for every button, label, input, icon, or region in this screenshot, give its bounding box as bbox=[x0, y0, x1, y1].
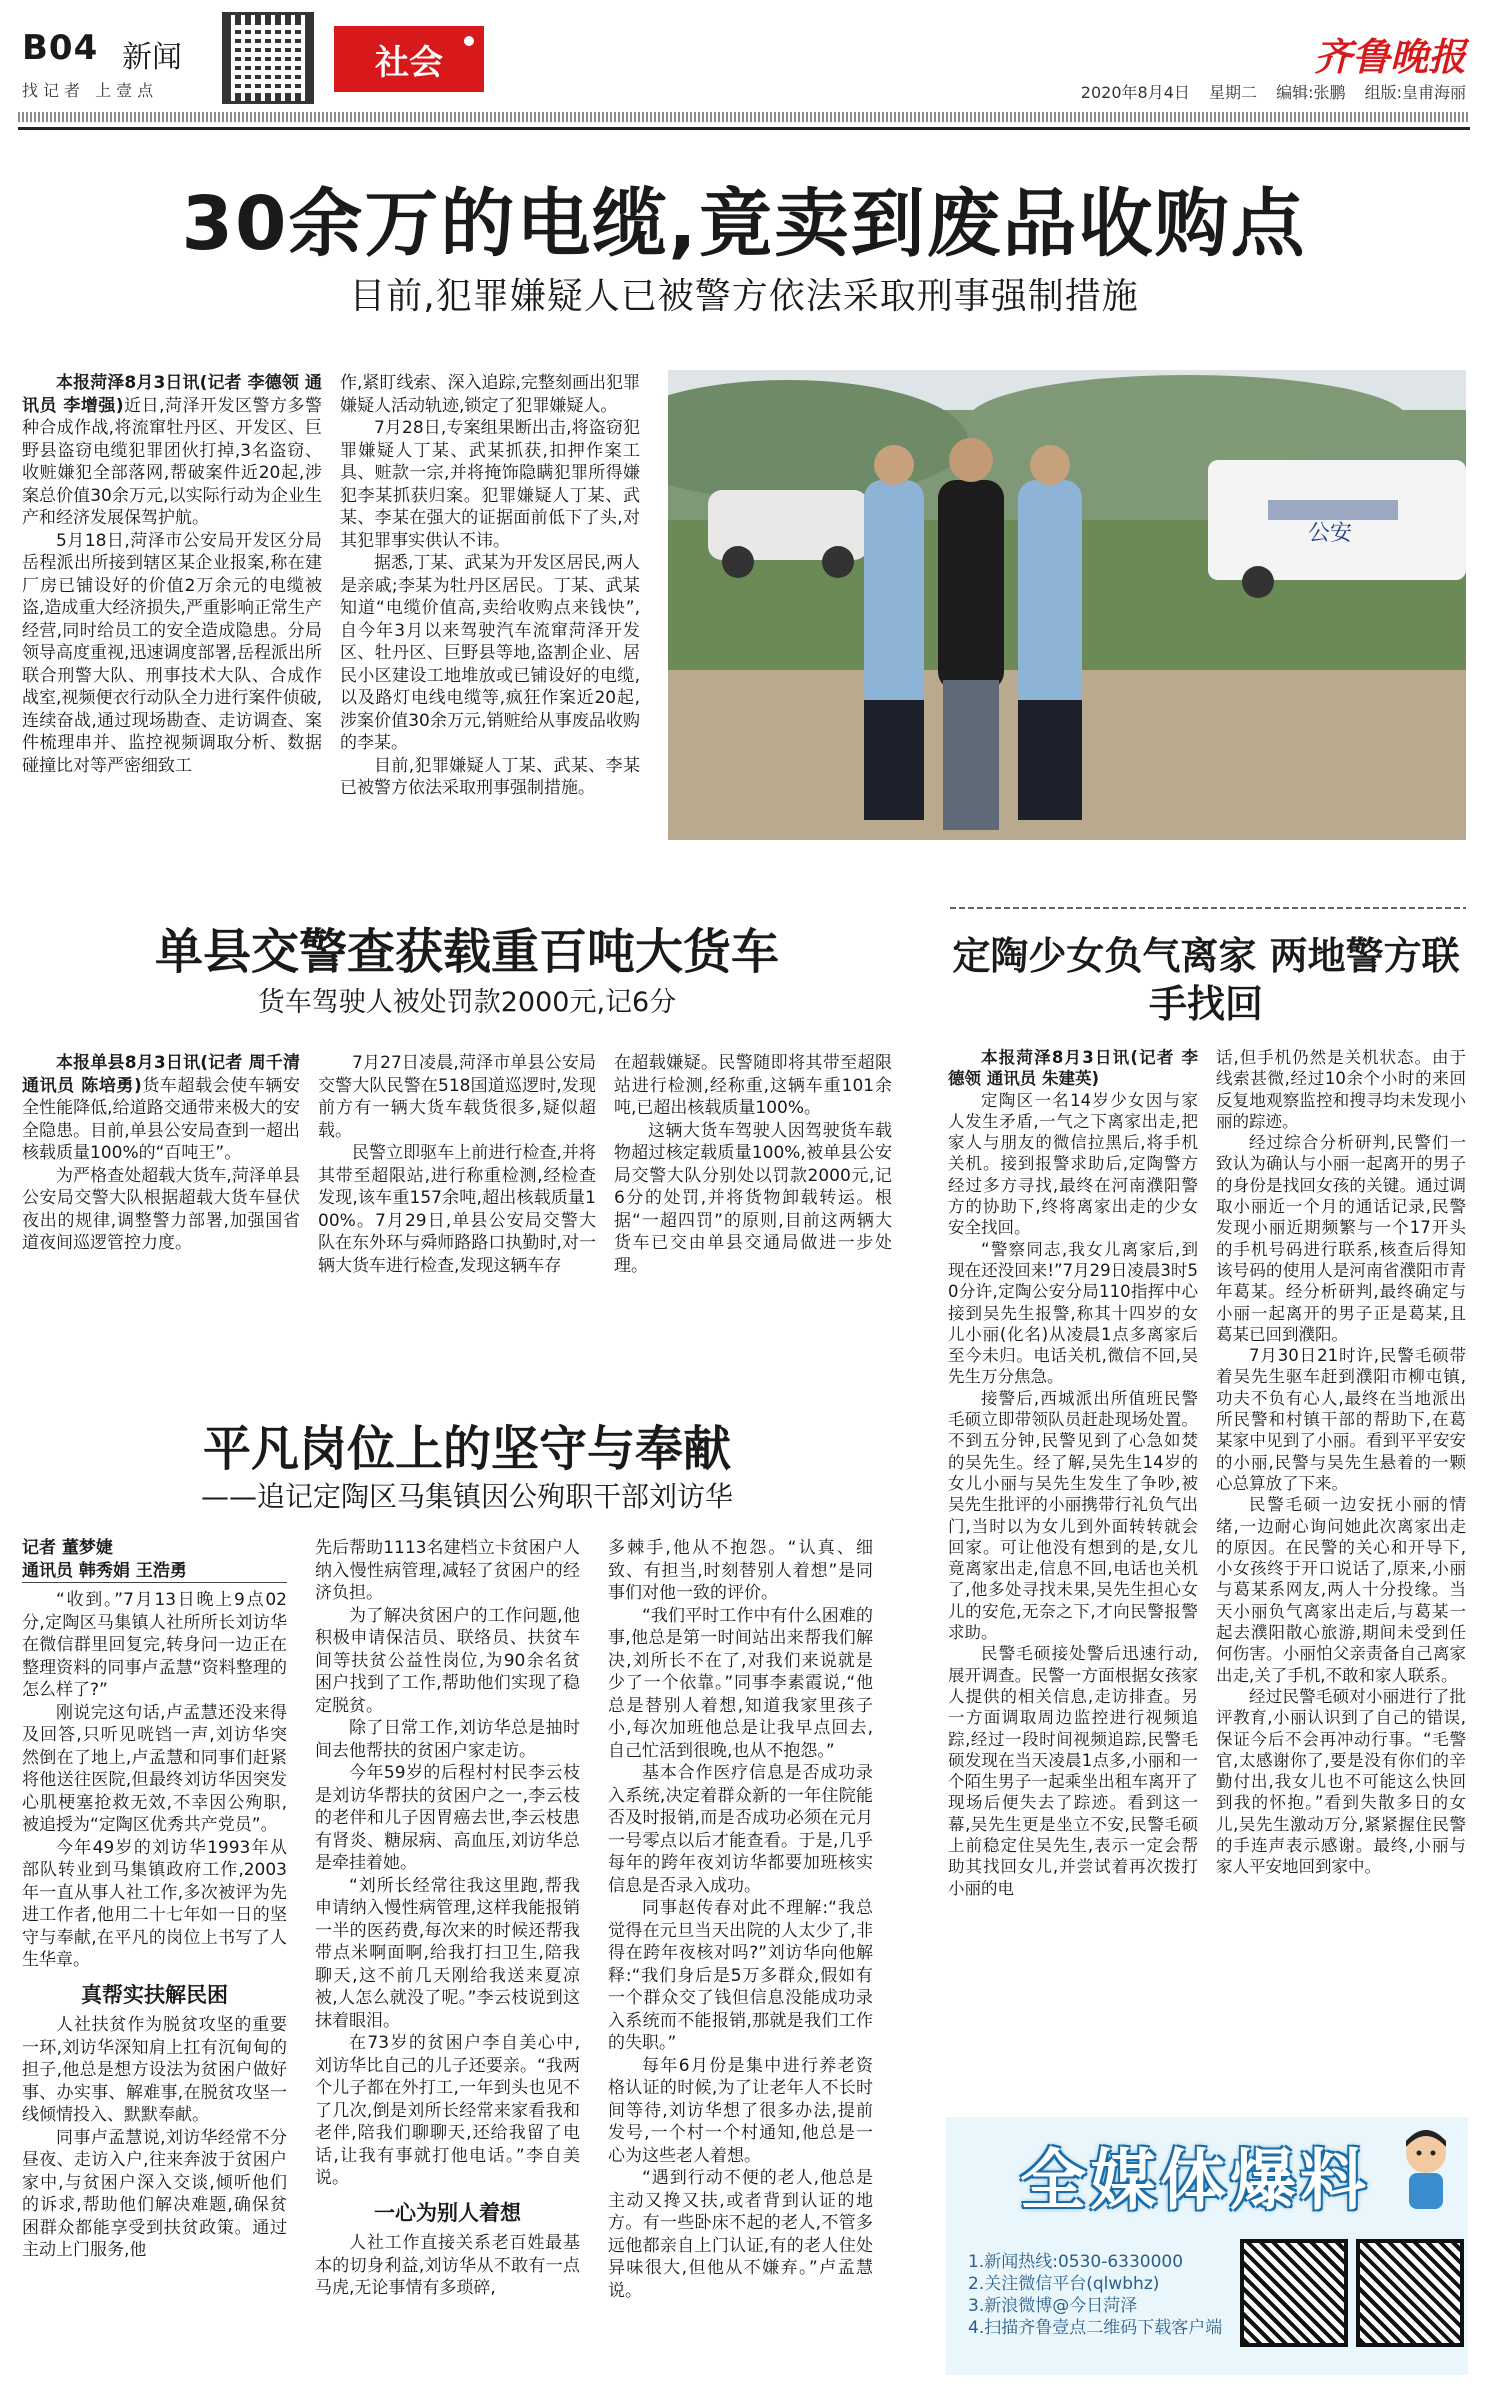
byline: 本报菏泽8月3日讯(记者 李德领 通讯员 李增强) bbox=[22, 373, 322, 416]
wechat: 2.关注微信平台(qlwbhz) bbox=[968, 2274, 1160, 2294]
headline-overload-truck: 单县交警查获载重百吨大货车 bbox=[154, 924, 779, 980]
news-photo-suspect-police bbox=[668, 370, 1466, 840]
subhead-help-poor: 真帮实扶解民困 bbox=[81, 1982, 228, 2007]
header-rule-solid bbox=[18, 127, 1470, 130]
article-cable-col1: 本报菏泽8月3日讯(记者 李德领 通讯员 李增强)近日,菏泽开发区警方多警种合成作战,将流窜牡丹区、开发区、巨野县盗窃电缆犯罪团伙打掉,3名盗窃、收赃嫌犯全部落网,帮破案件近20起,涉案总价值30余万元,以实际行动为企业生产和经济发展保驾护航。 5月18日,菏泽市公安局开发区分局岳程派出所接到辖区某企业报案,称在建厂房已铺设好的价值2万余元的电缆被盗,造成重大经济损失,严重影响正常生产经营,同时给员工的安全造成隐患。分局领导高度重视,迅速调度部署,岳程派出所联合刑警大队、刑事技术大队、合成作战室,视频便衣行动队全力进行案件侦破,连续奋战,通过现场勘查、走访调查、案件梳理串并、监控视频调取分析、数据碰撞比对等严密细致工 bbox=[22, 373, 322, 776]
divider bbox=[950, 907, 1466, 909]
newspaper-logo: 齐鲁晚报 bbox=[1313, 34, 1466, 79]
page-number: B04 bbox=[22, 28, 99, 68]
issue-weekday: 星期二 bbox=[1208, 83, 1257, 102]
section-name: 新闻 bbox=[122, 40, 182, 75]
header-rule bbox=[18, 112, 1470, 122]
article-truck-col3: 在超载嫌疑。民警随即将其带至超限站进行检测,经称重,这辆车重101余吨,已超出核载质量100%。 这辆大货车驾驶人因驾驶货车载物超过核定载质量100%,被单县公安局交警大队分别处以罚款2000元,记6分的处罚,并将货物卸载转运。根据“一超四罚”的原则,目前这两辆大货车已交由单县交通局做进一步处理。 bbox=[614, 1053, 892, 1276]
section-tag bbox=[334, 26, 484, 92]
subheadline-cable-theft: 目前,犯罪嫌疑人已被警方依法采取刑事强制措施 bbox=[349, 276, 1139, 317]
layout-editor: 组版:皇甫海丽 bbox=[1364, 83, 1466, 102]
article-cable-col2: 作,紧盯线索、深入追踪,完整刻画出犯罪嫌疑人活动轨迹,锁定了犯罪嫌疑人。 7月28日,专案组果断出击,将盗窃犯罪嫌疑人丁某、武某抓获,扣押作案工具、赃款一宗,并将掩饰隐瞒犯罪所得嫌犯李某抓获归案。犯罪嫌疑人丁某、武某、李某在强大的证据面前低下了头,对其犯罪事实供认不讳。 据悉,丁某、武某为开发区居民,两人是亲戚;李某为牡丹区居民。丁某、武某知道“电缆价值高,卖给收购点来钱快”,自今年3月以来驾驶汽车流窜菏泽开发区、牡丹区、巨野县等地,盗割企业、居民小区建设工地堆放或已铺设好的电缆,以及路灯电线电缆等,疯狂作案近20起,涉案价值30余万元,销赃给从事废品收购的李某。 目前,犯罪嫌疑人丁某、武某、李某已被警方依法采取刑事强制措施。 bbox=[340, 373, 640, 798]
van-label: 公安 bbox=[1308, 521, 1353, 546]
headline-girl-found: 定陶少女负气离家 两地警方联手找回 bbox=[952, 934, 1460, 1026]
article-girl-col1: 本报菏泽8月3日讯(记者 李德领 通讯员 朱建英) 定陶区一名14岁少女因与家人发生矛盾,一气之下离家出走,把家人与朋友的微信拉黑后,将手机关机。接到报警求助后,定陶警方经过多方寻找,最终在河南濮阳警方的协助下,终将离家出走的少女安全找回。 “警察同志,我女儿离家后,到现在还没回来!”7月29日凌晨3时50分许,定陶公安分局110指挥中心接到吴先生报警,称其十四岁的女儿小丽(化名)从凌晨1点多离家后至今未归。电话关机,微信不回,吴先生万分焦急。 接警后,西城派出所值班民警毛硕立即带领队员赶赴现场处置。不到五分钟,民警见到了心急如焚的吴先生。经了解,吴先生14岁的女儿小丽与吴先生发生了争吵,被吴先生批评的小丽携带行礼负气出门,当时以为女儿到外面转转就会回家。可让他没有想到的是,女儿竟离家出走,信息不回,电话也关机了,他多处寻找未果,吴先生担心女儿的安危,无奈之下,才向民警报警求助。 民警毛硕接处警后迅速行动,展开调查。民警一方面根据女孩家人提供的相关信息,走访排查。另一方面调取周边监控进行视频追踪,经过一段时间视频追踪,民警毛硕发现在当天凌晨1点多,小丽和一个陌生男子一起乘坐出租车离开了现场后便失去了踪迹。看到这一幕,吴先生更是坐立不安,民警毛硕上前稳定住吴先生,表示一定会帮助其找回女儿,并尝试着再次拨打小丽的电 bbox=[948, 1048, 1198, 1898]
byline-reporter: 记者 董梦婕 bbox=[22, 1538, 113, 1558]
tipoff-list bbox=[968, 2251, 1222, 2339]
byline: 本报菏泽8月3日讯(记者 李德领 通讯员 朱建英) bbox=[948, 1048, 1198, 1089]
subheadline-liu-fanghua: ——追记定陶区马集镇因公殉职干部刘访华 bbox=[200, 1480, 733, 1513]
subhead-others-first: 一心为别人着想 bbox=[374, 2200, 521, 2225]
subheadline-overload-truck: 货车驾驶人被处罚款2000元,记6分 bbox=[257, 987, 677, 1018]
article-liu-col1: 记者 董梦婕 通讯员 韩秀娟 王浩勇 “收到。”7月13日晚上9点02分,定陶区马集镇人社所所长刘访华在微信群里回复完,转身问一边正在整理资料的同事卢孟慧“资料整理的怎么样了?” 刚说完这句话,卢孟慧还没来得及回答,只听见咣铛一声,刘访华突然倒在了地上,卢孟慧和同事们赶紧将他送往医院,但最终刘访华因突发心肌梗塞抢救无效,不幸因公殉职,被追授为“定陶区优秀共产党员”。 今年49岁的刘访华1993年从部队转业到马集镇政府工作,2003年一直从事人社工作,多次被评为先进工作者,他用二十七年如一日的坚守与奉献,在平凡的岗位上书写了人生华章。 真帮实扶解民困 人社扶贫作为脱贫攻坚的重要一环,刘访华深知肩上扛有沉甸甸的担子,他总是想方设法为贫困户做好事、办实事、解难事,在脱贫攻坚一线倾情投入、默默奉献。 同事卢孟慧说,刘访华经常不分昼夜、走访入户,往来奔波于贫困户家中,与贫困户深入交谈,倾听他们的诉求,帮助他们解决难题,确保贫困群众都能享受到扶贫政策。通过主动上门服务,他 bbox=[22, 1538, 287, 2260]
section-tag-label: 社会 bbox=[375, 42, 443, 83]
issue-date: 2020年8月4日 bbox=[1080, 83, 1190, 102]
tipoff-title: 全媒体爆料 bbox=[1020, 2141, 1370, 2219]
article-truck-col1: 本报单县8月3日讯(记者 周千清 通讯员 陈培勇)货车超载会使车辆安全性能降低,给道路交通带来极大的安全隐患。目前,单县公安局查到一超出核载质量100%的“百吨王”。 为严格查处超载大货车,菏泽单县公安局交警大队根据超载大货车昼伏夜出的规律,调整警力部署,加强国省道夜间巡逻管控力度。 bbox=[22, 1053, 300, 1253]
app-qr-icon bbox=[1356, 2239, 1464, 2347]
hotline: 1.新闻热线:0530-6330000 bbox=[968, 2252, 1184, 2272]
slogan: 找记者 上壹点 bbox=[22, 81, 159, 100]
article-truck-col2: 7月27日凌晨,菏泽市单县公安局交警大队民警在518国道巡逻时,发现前方有一辆大货车载货很多,疑似超载。 民警立即驱车上前进行检查,并将其带至超限站,进行称重检测,经检查发现,该车重157余吨,超出核载质量100%。7月29日,单县公安局交警大队在东外环与舜师路路口执勤时,对一辆大货车进行检查,发现这辆车存 bbox=[318, 1053, 596, 1276]
article-liu-col3: 多棘手,他从不抱怨。“认真、细致、有担当,时刻替别人着想”是同事们对他一致的评价。 “我们平时工作中有什么困难的事,他总是第一时间站出来帮我们解决,刘所长不在了,对我们来说就是少了一个依靠。”同事李素霞说,“他总是替别人着想,知道我家里孩子小,每次加班他总是让我早点回去,自己忙活到很晚,也从不抱怨。” 基本合作医疗信息是否成功录入系统,决定着群众新的一年住院能否及时报销,而是否成功必须在元月一号零点以后才能查看。于是,几乎每年的跨年夜刘访华都要加班核实信息是否录入成功。 同事赵传春对此不理解:“我总觉得在元旦当天出院的人太少了,非得在跨年夜核对吗?”刘访华向他解释:“我们身后是5万多群众,假如有一个群众交了钱但信息没能成功录入系统而不能报销,那就是我们工作的失职。” 每年6月份是集中进行养老资格认证的时候,为了让老年人不长时间等待,刘访华想了很多办法,提前发号,一个村一个村通知,他总是一心为这些老人着想。 “遇到行动不便的老人,他总是主动又搀又扶,或者背到认证的地方。有一些卧床不起的老人,不管多远他都亲自上门认证,有的老人住处异味很大,但他从不嫌弃。”卢孟慧说。 bbox=[608, 1538, 873, 2301]
app-download: 4.扫描齐鲁壹点二维码下载客户端 bbox=[968, 2318, 1223, 2338]
headline-liu-fanghua: 平凡岗位上的坚守与奉献 bbox=[202, 1421, 731, 1477]
wechat-qr-icon bbox=[1240, 2239, 1348, 2347]
qr-code-icon bbox=[222, 12, 314, 104]
photo-illustration bbox=[668, 370, 1466, 840]
header-meta bbox=[1067, 80, 1466, 103]
headline-cable-theft: 30余万的电缆,竟卖到废品收购点 bbox=[181, 181, 1307, 267]
weibo: 3.新浪微博@今日菏泽 bbox=[968, 2296, 1138, 2316]
article-girl-col2: 话,但手机仍然是关机状态。由于线索甚微,经过10余个小时的来回反复地观察监控和搜寻均未发现小丽的踪迹。 经过综合分析研判,民警们一致认为确认与小丽一起离开的男子的身份是找回女孩的关键。通过调取小丽近一个月的通话记录,民警发现小丽近期频繁与一个17开头的手机号码进行联系,核查后得知该号码的使用人是河南省濮阳市青年葛某。经分析研判,最终确定与小丽一起离开的男子正是葛某,且葛某已回到濮阳。 7月30日21时许,民警毛硕带着吴先生驱车赶到濮阳市柳屯镇,功夫不负有心人,最终在当地派出所民警和村镇干部的帮助下,在葛某家中见到了小丽。看到平平安安的小丽,民警与吴先生悬着的一颗心总算放了下来。 民警毛硕一边安抚小丽的情绪,一边耐心询问她此次离家出走的原因。在民警的关心和开导下,小女孩终于开口说话了,原来,小丽与葛某系网友,两人十分投缘。当天小丽负气离家出走后,与葛某一起去濮阳散心旅游,期间未受到任何伤害。小丽怕父亲责备自己离家出走,关了手机,不敢和家人联系。 经过民警毛硕对小丽进行了批评教育,小丽认识到了自己的错误,保证今后不会再冲动行事。“毛警官,太感谢你了,要是没有你们的辛勤付出,我女儿也不可能这么快回到我的怀抱。”看到失散多日的女儿,吴先生激动万分,紧紧握住民警的手连声表示感谢。最终,小丽与家人平安地回到家中。 bbox=[1216, 1048, 1466, 1877]
article-liu-col2: 先后帮助1113名建档立卡贫困户人纳入慢性病管理,减轻了贫困户的经济负担。 为了解决贫困户的工作问题,他积极申请保洁员、联络员、扶贫车间等扶贫公益性岗位,为90余名贫困户找到了工作,帮助他们实现了稳定脱贫。 除了日常工作,刘访华总是抽时间去他帮扶的贫困户家走访。 今年59岁的后程村村民李云枝是刘访华帮扶的贫困户之一,李云枝的老伴和儿子因胃癌去世,李云枝患有肾炎、糖尿病、高血压,刘访华总是牵挂着她。 “刘所长经常往我这里跑,帮我申请纳入慢性病管理,这样我能报销一半的医药费,每次来的时候还帮我带点米啊面啊,给我打扫卫生,陪我聊天,这不前几天刚给我送来夏凉被,人怎么就没了呢。”李云枝说到这抹着眼泪。 在73岁的贫困户李自美心中,刘访华比自己的儿子还要亲。“我两个儿子都在外打工,一年到头也见不了几次,倒是刘所长经常来家看我和老伴,陪我们聊聊天,还给我留了电话,让我有事就打他电话。”李自美说。 一心为别人着想 人社工作直接关系老百姓最基本的切身利益,刘访华从不敢有一点马虎,无论事情有多琐碎, bbox=[315, 1538, 580, 2298]
editor: 编辑:张鹏 bbox=[1276, 83, 1346, 102]
byline-correspondent: 通讯员 韩秀娟 王浩勇 bbox=[22, 1560, 287, 1584]
reporter-mascot-icon bbox=[1395, 2127, 1457, 2211]
byline: 本报单县8月3日讯(记者 周千清 通讯员 陈培勇) bbox=[22, 1053, 300, 1096]
